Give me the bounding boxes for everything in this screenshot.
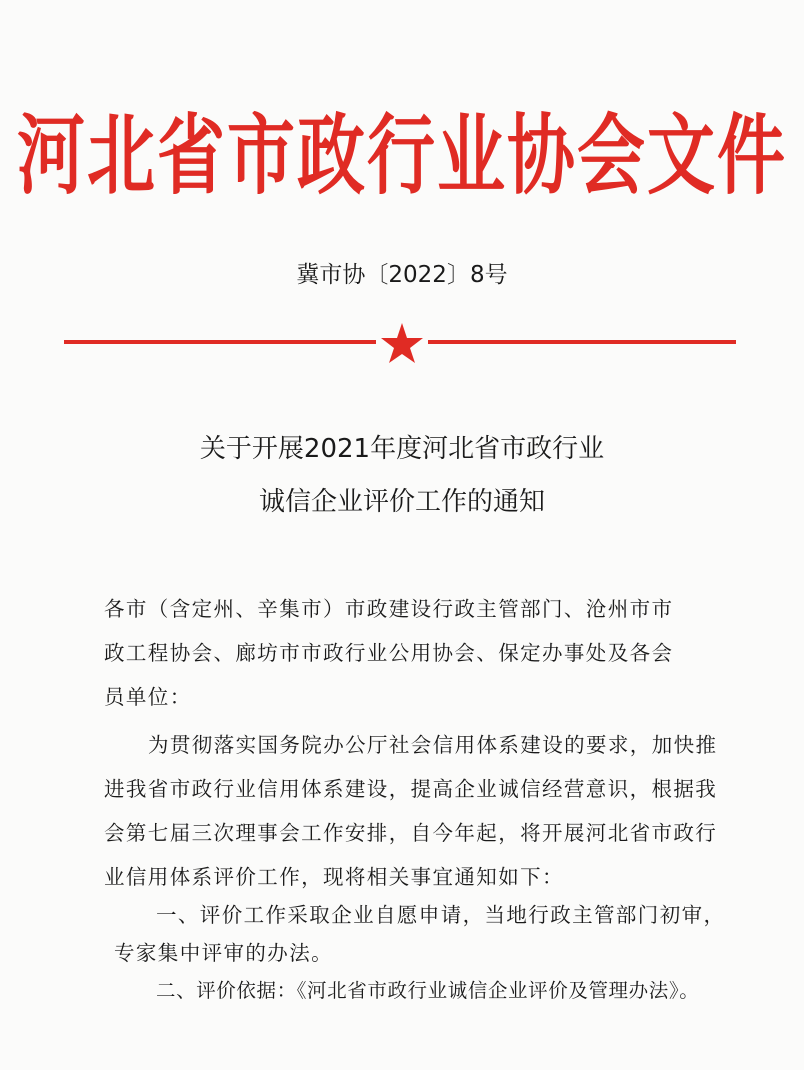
addressee-line: 员单位： bbox=[104, 685, 192, 709]
red-star-icon bbox=[380, 322, 424, 364]
intro-paragraph-line: 进我省市政行业信用体系建设，提高企业诚信经营意识，根据我 bbox=[104, 777, 718, 801]
item-1-line: 专家集中评审的办法。 bbox=[114, 941, 333, 965]
item-2-line: 二、评价依据：《河北省市政行业诚信企业评价及管理办法》。 bbox=[156, 979, 700, 1002]
intro-paragraph-line: 会第七届三次理事会工作安排，自今年起，将开展河北省市政行 bbox=[104, 821, 718, 845]
addressee-line: 各市（含定州、辛集市）市政建设行政主管部门、沧州市市 bbox=[104, 597, 674, 621]
masthead-title bbox=[0, 96, 804, 216]
addressee-line: 政工程协会、廊坊市市政行业公用协会、保定办事处及各会 bbox=[104, 641, 674, 665]
notice-title-line-2: 诚信企业评价工作的通知 bbox=[258, 487, 545, 517]
masthead-text: 河北省市政行业协会文件 bbox=[16, 104, 787, 208]
red-divider-right bbox=[428, 340, 736, 344]
intro-paragraph-line: 业信用体系评价工作，现将相关事宜通知如下： bbox=[104, 865, 564, 889]
intro-paragraph-line: 为贯彻落实国务院办公厅社会信用体系建设的要求，加快推 bbox=[148, 733, 718, 757]
document-number: 冀市协〔2022〕8号 bbox=[296, 262, 508, 288]
red-divider-left bbox=[64, 340, 376, 344]
item-1-line: 一、评价工作采取企业自愿申请，当地行政主管部门初审， bbox=[156, 903, 726, 927]
notice-title-line-1: 关于开展2021年度河北省市政行业 bbox=[199, 434, 605, 464]
